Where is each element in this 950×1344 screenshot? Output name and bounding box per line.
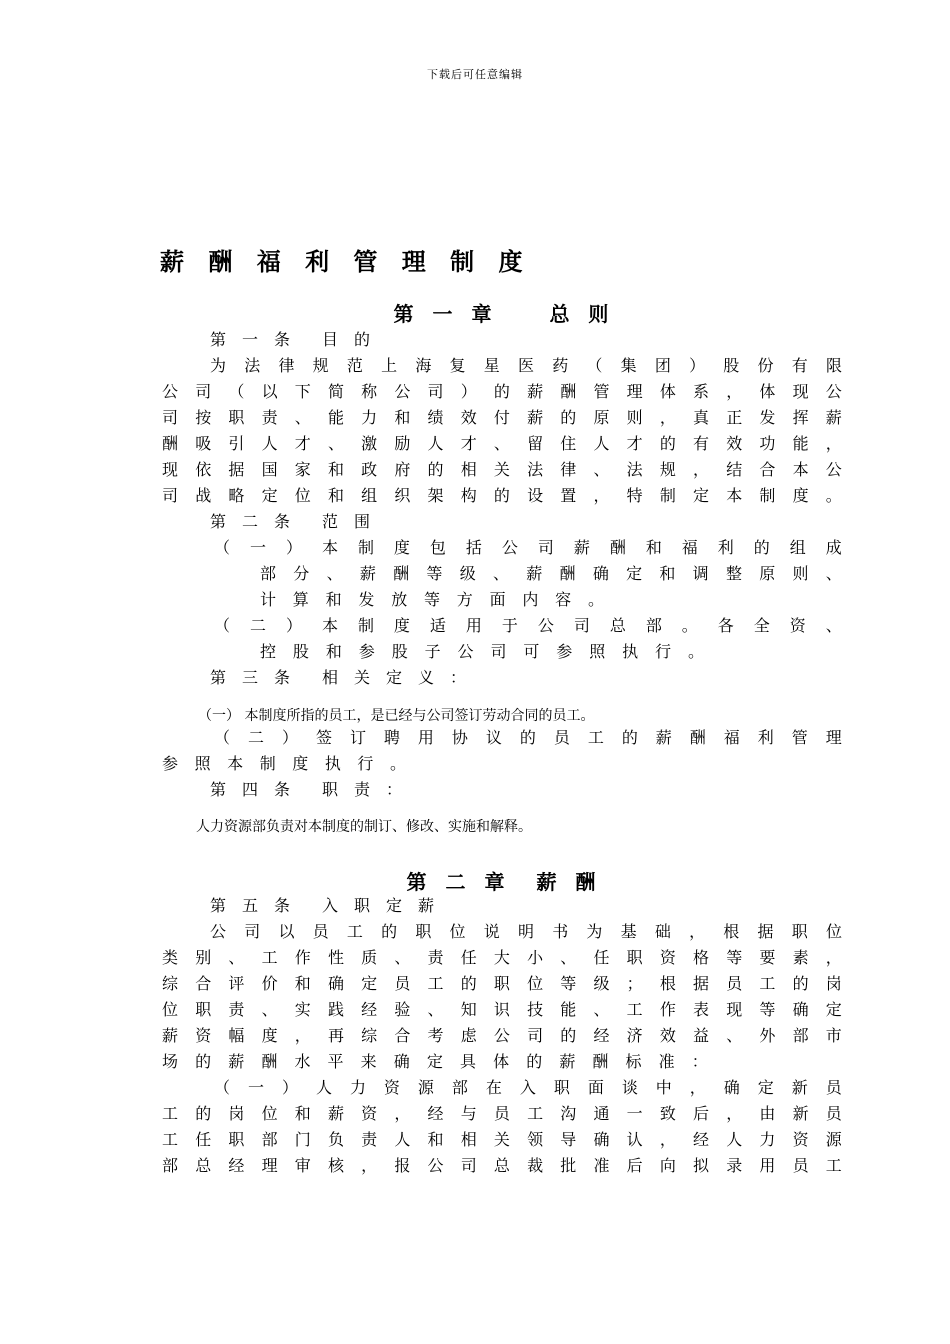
article-1-line: 酬 吸 引 人 才 、 激 励 人 才 、 留 住 人 才 的 有 效 功 能 ， (162, 434, 842, 453)
article-5-line: 场 的 薪 酬 水 平 来 确 定 具 体 的 薪 酬 标 准 ： (162, 1052, 708, 1071)
article-2-heading: 第 二 条 范 围 (210, 512, 371, 531)
article-1-line: 司 按 职 责 、 能 力 和 绩 效 付 薪 的 原 则 ， 真 正 发 挥 薪 (162, 408, 842, 427)
document-title: 薪 酬 福 利 管 理 制 度 (160, 247, 531, 276)
article-5-item-1-line: 工 的 岗 位 和 薪 资 ， 经 与 员 工 沟 通 一 致 后 ， 由 新 员 (162, 1104, 842, 1123)
article-3-item-1: （一） 本制度所指的员工，是已经与公司签订劳动合同的员工。 (198, 708, 595, 724)
article-3-item-2-line: 参 照 本 制 度 执 行 。 (162, 754, 406, 773)
article-2-item-2-line: 控 股 和 参 股 子 公 司 可 参 照 执 行 。 (260, 642, 704, 661)
article-5-line: 类 别 、 工 作 性 质 、 责 任 大 小 、 任 职 资 格 等 要 素 ， (162, 948, 842, 967)
chapter-1-heading: 第 一 章 总 则 (393, 302, 615, 326)
article-5-line: 公 司 以 员 工 的 职 位 说 明 书 为 基 础 ， 根 据 职 位 (210, 922, 842, 941)
article-4-text: 人力资源部负责对本制度的制订、修改、实施和解释。 (196, 819, 532, 835)
article-1-heading: 第 一 条 目 的 (210, 330, 371, 349)
article-2-item-1-line: 计 算 和 发 放 等 方 面 内 容 。 (260, 590, 604, 609)
article-5-line: 位 职 责 、 实 践 经 验 、 知 识 技 能 、 工 作 表 现 等 确 定 (162, 1000, 842, 1019)
article-1-line: 为 法 律 规 范 上 海 复 星 医 药 （ 集 团 ） 股 份 有 限 (210, 356, 842, 375)
article-3-item-2-line: （ 二 ） 签 订 聘 用 协 议 的 员 工 的 薪 酬 福 利 管 理 (214, 728, 842, 747)
article-5-line: 薪 资 幅 度 ， 再 综 合 考 虑 公 司 的 经 济 效 益 、 外 部 市 (162, 1026, 842, 1045)
article-5-item-1-line: （ 一 ） 人 力 资 源 部 在 入 职 面 谈 中 ， 确 定 新 员 (214, 1078, 842, 1097)
article-5-line: 综 合 评 价 和 确 定 员 工 的 职 位 等 级 ； 根 据 员 工 的 岗 (162, 974, 842, 993)
article-5-heading: 第 五 条 入 职 定 薪 (210, 896, 435, 915)
article-5-item-1-line: 工 任 职 部 门 负 责 人 和 相 关 领 导 确 认 ， 经 人 力 资 源 (162, 1130, 842, 1149)
article-1-line: 司 战 略 定 位 和 组 织 架 构 的 设 置 ， 特 制 定 本 制 度 。 (162, 486, 842, 505)
article-2-item-1-line: 部 分 、 薪 酬 等 级 、 薪 酬 确 定 和 调 整 原 则 、 (260, 564, 842, 583)
article-3-heading: 第 三 条 相 关 定 义 ： (210, 668, 467, 687)
article-2-item-2-line: （ 二 ） 本 制 度 适 用 于 公 司 总 部 。 各 全 资 、 (214, 616, 842, 635)
article-2-item-1-line: （ 一 ） 本 制 度 包 括 公 司 薪 酬 和 福 利 的 组 成 (214, 538, 842, 557)
header-note: 下载后可任意编辑 (427, 68, 523, 81)
article-1-line: 现 依 据 国 家 和 政 府 的 相 关 法 律 、 法 规 ， 结 合 本 公 (162, 460, 842, 479)
chapter-2-heading: 第 二 章 薪 酬 (406, 870, 602, 894)
article-1-line: 公 司 （ 以 下 简 称 公 司 ） 的 薪 酬 管 理 体 系 ， 体 现 公 (162, 382, 842, 401)
article-5-item-1-line: 部 总 经 理 审 核 ， 报 公 司 总 裁 批 准 后 向 拟 录 用 员 工 (162, 1156, 842, 1175)
article-4-heading: 第 四 条 职 责 ： (210, 780, 403, 799)
